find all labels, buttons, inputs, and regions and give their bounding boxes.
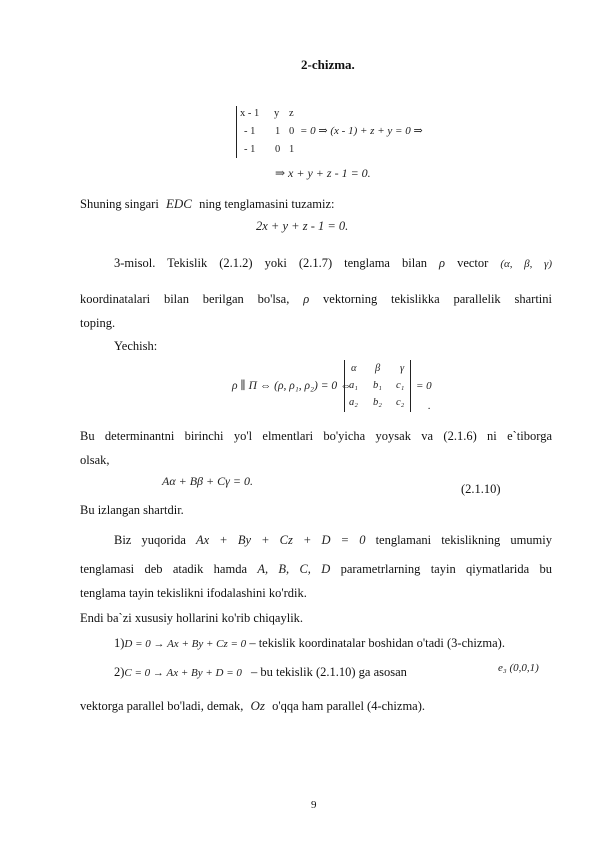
det1-cell: - 1 [244,126,256,137]
paragraph-edc: Shuning singari EDC ning tenglamasini tuzamiz: [80,196,335,211]
det1-cell: 1 [275,126,281,137]
example-3-line-1: 3-misol. Tekislik (2.1.2) yoki (2.1.7) tenglama bilan ρ vector (α, β, γ) [114,256,553,270]
figure-caption: 2-chizma. [301,57,355,72]
det2-cell: c₁ [396,380,405,391]
example-3-line-3: toping. [80,316,116,330]
det1-cell: 1 [289,144,295,155]
equation-edc: 2x + y + z - 1 = 0. [256,219,349,233]
det2-rhs: = 0 [416,380,432,392]
det2-lhs: ρ ∥ Π ⇔ (ρ, ρ₁, ρ₂) = 0 ⇔ [232,380,352,392]
list-item-2-line-2: vektorga parallel bo'ladi, demak, Oz o'qqa ham parallel (4-chizma). [80,698,425,713]
det2-cell: b₂ [373,397,382,408]
list-item-2: 2)C = 0 → Ax + By + D = 0 – bu tekislik (2.1.10) ga asosan [114,665,407,679]
paragraph-expansion-line-2: olsak, [80,453,110,467]
paragraph-special-cases: Endi ba`zi xususiy hollarini ko'rib chiqaylik. [80,611,304,625]
det1-cell: y [274,108,280,119]
det2-cell: b₁ [373,380,382,391]
det1-cell: 0 [275,144,281,155]
det2-cell: a₂ [349,397,358,408]
paragraph-condition: Bu izlangan shartdir. [80,503,184,517]
det1-cell: x - 1 [240,108,260,119]
det2-cell: γ [400,363,405,374]
basis-vector-e3: e₃ (0,0,1) [498,662,539,674]
paragraph-expansion-line-1: Bu determinantni birinchi yo'l elmentlari bo'yicha yoysak va (2.1.6) ni e`tiborga [80,429,552,443]
list-item-1: 1)D = 0 → Ax + By + Cz = 0 – tekislik koordinatalar boshidan o'tadi (3-chizma). [114,636,505,650]
det2-cell: α [351,363,357,374]
det2-dot: . [428,400,431,412]
equation-2-1-10: Aα + Bβ + Cγ = 0. [162,474,253,488]
example-3-line-2: koordinatalari bilan berilgan bo'lsa, ρ vektorning tekislikka parallelik shartini [80,292,553,306]
det1-cell: 0 [289,126,295,137]
equation-number: (2.1.10) [461,482,501,496]
det1-rhs: = 0 ⇒ (x - 1) + z + y = 0 ⇒ [300,125,423,137]
paragraph-general-line-3: tenglama tayin tekislikni ifodalashini ko'rdik. [80,586,307,600]
det2-cell: β [375,363,381,374]
det2-cell: c₂ [396,397,405,408]
solution-label: Yechish: [114,339,158,353]
det1-cell: - 1 [244,144,256,155]
page-number: 9 [311,799,317,811]
paragraph-general-line-2: tenglamasi deb atadik hamda A, B, C, D parametrlarning tayin qiymatlarida bu [80,562,552,576]
det1-result: ⇒ x + y + z - 1 = 0. [275,166,371,180]
paragraph-general-line-1: Biz yuqorida Ax + By + Cz + D = 0 tenglamani tekislikning umumiy [114,533,553,547]
det1-cell: z [289,108,294,119]
det2-cell: a₁ [349,380,358,391]
